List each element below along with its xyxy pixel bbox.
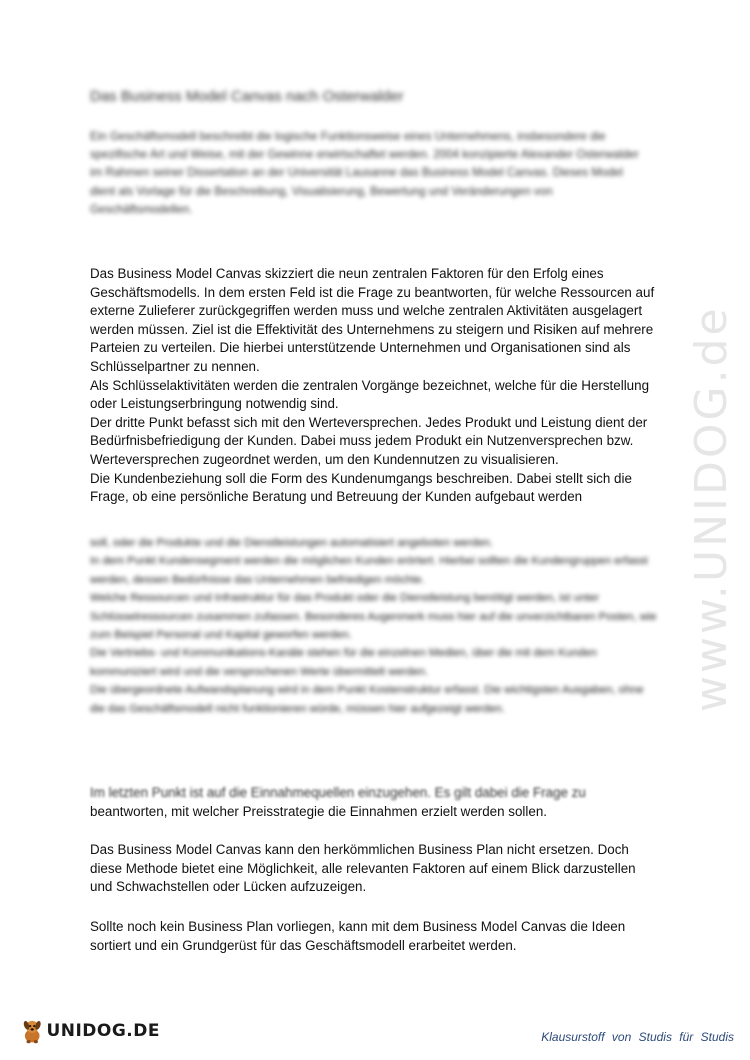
footer-caption: Klausurstoff von Studis für Studis [541, 1030, 734, 1044]
paragraph-revenue [90, 784, 660, 821]
dog-mascot-icon [20, 1015, 44, 1047]
document-title: Das Business Model Canvas nach Osterwalder [90, 88, 404, 105]
paragraph-conclusion: Sollte noch kein Business Plan vorliegen, kann mit dem Business Model Canvas die Ideen sortiert und ein Grundgerüst für das Geschäftsmodell erarbeitet werden. [90, 919, 626, 953]
blurred-paragraphs [90, 534, 660, 718]
footer-logo[interactable] [20, 1014, 160, 1048]
paragraph-canvas-factors [90, 265, 660, 507]
paragraph-1-text: Das Business Model Canvas skizziert die neun zentralen Faktoren für den Erfolg eines Geschäftsmodells. In dem ersten Feld ist die Frage zu beantworten, für welche Ressourcen auf externe Zulieferer zurückgegriffen werden muss und welche zentralen Aktivitäten ausgelagert werden müssen. Ziel ist die Effektivität des Unternehmens zu steigern und Risiken auf mehrere Parteien zu verteilen. Die hierbei unterstützende Unternehmen und Organisationen sind als Schlüsselpartner zu nennen. Als Schlüsselaktivitäten werden die zentralen Vorgänge bezeichnet, welche für die Herstellung oder Leistungserbringung notwendig sind. Der dritte Punkt befasst sich mit den Werteversprechen. Jedes Produkt und Leistung dient der Bedürfnisbefriedigung der Kunden. Dabei muss jedem Produkt ein Nutzenversprechen bzw. Werteversprechen zugeordnet werden, um den Kundennutzen zu visualisieren. Die Kundenbeziehung soll die Form des Kundenumgangs beschreiben. Dabei stellt sich die Frage, ob eine persönliche Beratung und Betreuung der Kunden aufgebaut werden [90, 266, 655, 505]
watermark: www.UNIDOG.de [686, 305, 737, 712]
paragraph-2-faded-line: Im letzten Punkt ist auf die Einnahmequellen einzugehen. Es gilt dabei die Frage zu [90, 785, 586, 800]
blurred-section-text: soll, oder die Produkte und die Dienstleistungen automatisiert angeboten werden. In dem Punkt Kundensegment werden die möglichen Kunden erörtert. Hierbei sollten die Kundengruppen erfasst werden, dessen Bedürfnisse das Unternehmen befriedigen möchte. Welche Ressourcen und Infrastruktur für das Produkt oder die Dienstleistung benötigt werden, ist unter Schlüsselressourcen zusammen zufassen. Besonderes Augenmerk muss hier auf die unverzichtbaren Posten, wie zum Beispiel Personal und Kapital geworfen werden. Die Vertriebs- und Kommunikations-Kanäle stehen für die einzelnen Medien, über die mit dem Kunden kommuniziert wird und die versprochenen Werte übermittelt werden. Die übergeordnete Aufwandsplanung wird in dem Punkt Kostenstruktur erfasst. Die wichtigsten Ausgaben, ohne die das Geschäftsmodell nicht funktionieren würde, müssen hier aufgezeigt werden. [90, 537, 657, 715]
paragraph-2-text: beantworten, mit welcher Preisstrategie die Einnahmen erzielt werden sollen. [90, 803, 548, 819]
intro-paragraph: Ein Geschäftsmodell beschreibt die logische Funktionsweise eines Unternehmens, insbesondere die spezifische Art und Weise, mit der Gewinne erwirtschaftet werden. 2004 konzipierte Alexander Osterwalder im Rahmen seiner Dissertation an der Universität Lausanne das Business Model Canvas. Dieses Model dient als Vorlage für die Beschreibung, Visualisierung, Bewertung und Veränderungen von Geschäftsmodellen. [90, 130, 639, 216]
paragraph-business-plan: Das Business Model Canvas kann den herkömmlichen Business Plan nicht ersetzen. Doch diese Methode bietet eine Möglichkeit, alle relevanten Faktoren auf einem Blick darzustellen und Schwachstellen oder Lücken aufzuzeigen. [90, 842, 636, 895]
logo-text: UNIDOG.DE [46, 1021, 160, 1041]
